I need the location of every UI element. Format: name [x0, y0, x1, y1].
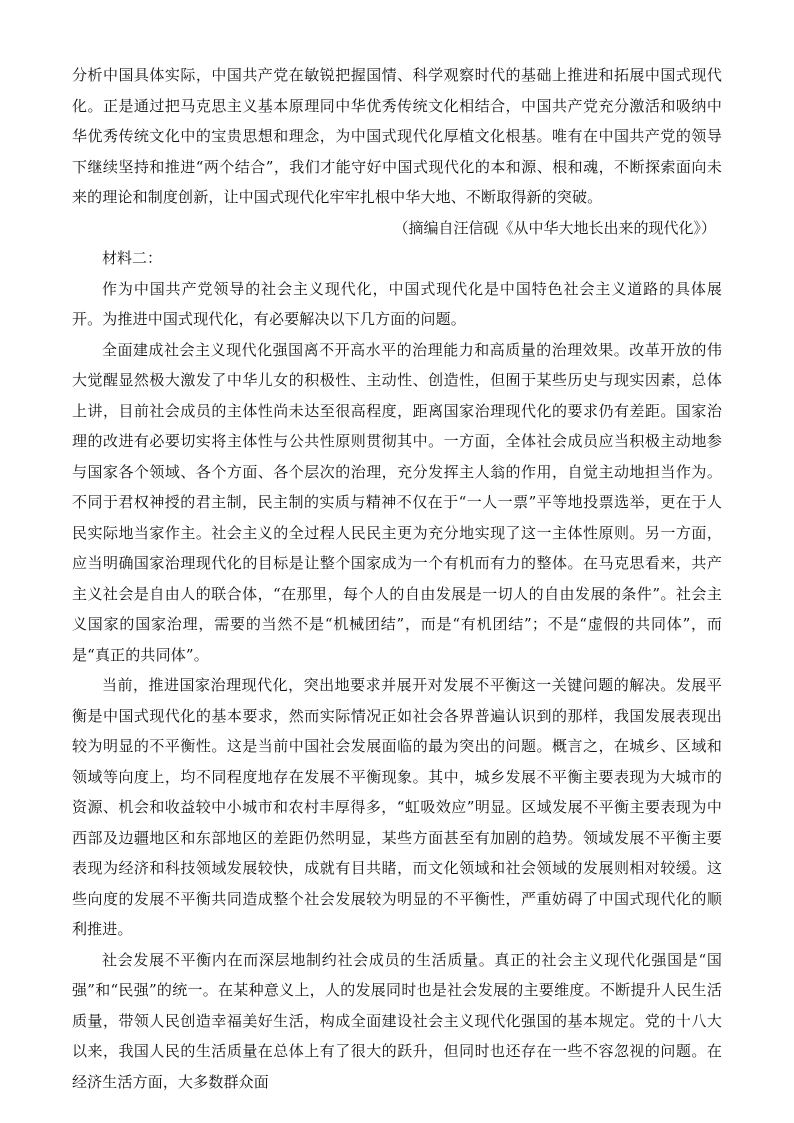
paragraph-3: 当前，推进国家治理现代化，突出地要求并展开对发展不平衡这一关键问题的解决。发展平衡是中国式现代化的基本要求，然而实际情况正如社会各界普遍认识到的那样，我国发展表现出较为明显的不平衡性。这是当前中国社会发展面临的最为突出的问题。概言之，在城乡、区域和领域等向度上，均不同程度地存在发展不平衡现象。其中，城乡发展不平衡主要表现为大城市的资源、机会和收益较中小城市和农村丰厚得多，“虹吸效应”明显。区域发展不平衡主要表现为中西部及边疆地区和东部地区的差距仍然明显，某些方面甚至有加剧的趋势。领域发展不平衡主要表现为经济和科技领域发展较快，成就有目共睹，而文化领域和社会领域的发展则相对较缓。这些向度的发展不平衡共同造成整个社会发展较为明显的不平衡性，严重妨碍了中国式现代化的顺利推进。: [72, 676, 722, 938]
paragraph-1: 作为中国共产党领导的社会主义现代化，中国式现代化是中国特色社会主义道路的具体展开。为推进中国式现代化，有必要解决以下几方面的问题。: [72, 279, 722, 328]
source-citation: （摘编自汪信砚《从中华大地长出来的现代化》）: [393, 218, 716, 237]
paragraph-4: 社会发展不平衡内在而深层地制约社会成员的生活质量。真正的社会主义现代化强国是“国强”和“民强”的统一。在某种意义上，人的发展同时也是社会发展的主要维度。不断提升人民生活质量，带领人民创造幸福美好生活，构成全面建设社会主义现代化强国的基本规定。党的十八大以来，我国人民的生活质量在总体上有了很大的跃升，但同时也还存在一些不容忽视的问题。在经济生活方面，大多数群众面: [72, 950, 722, 1091]
paragraph-intro: 分析中国具体实际，中国共产党在敏锐把握国情、科学观察时代的基础上推进和拓展中国式现代化。正是通过把马克思主义基本原理同中华优秀传统文化相结合，中国共产党充分激活和吸纳中华优秀传统文化中的宝贵思想和理念，为中国式现代化厚植文化根基。唯有在中国共产党的领导下继续坚持和推进“两个结合”，我们才能守好中国式现代化的本和源、根和魂，不断探索面向未来的理论和制度创新，让中国式现代化牢牢扎根中华大地、不断取得新的突破。: [72, 66, 722, 206]
paragraph-2: 全面建成社会主义现代化强国离不开高水平的治理能力和高质量的治理效果。改革开放的伟大觉醒显然极大激发了中华儿女的积极性、主动性、创造性，但囿于某些历史与现实因素，总体上讲，目前社会成员的主体性尚未达至很高程度，距离国家治理现代化的要求仍有差距。国家治理的改进有必要切实将主体性与公共性原则贯彻其中。一方面，全体社会成员应当积极主动地参与国家各个领域、各个方面、各个层次的治理，充分发挥主人翁的作用，自觉主动地担当作为。不同于君权神授的君主制，民主制的实质与精神不仅在于“一人一票”平等地投票选举，更在于人民实际地当家作主。社会主义的全过程人民民主更为充分地实现了这一主体性原则。另一方面，应当明确国家治理现代化的目标是让整个国家成为一个有机而有力的整体。在马克思看来，共产主义社会是自由人的联合体，“在那里，每个人的自由发展是一切人的自由发展的条件”。社会主义国家的国家治理，需要的当然不是“机械团结”，而是“有机团结”；不是“虚假的共同体”，而是“真正的共同体”。: [72, 340, 722, 664]
document-page: [72, 60, 722, 1097]
section-heading-material-two: 材料二：: [102, 249, 163, 267]
